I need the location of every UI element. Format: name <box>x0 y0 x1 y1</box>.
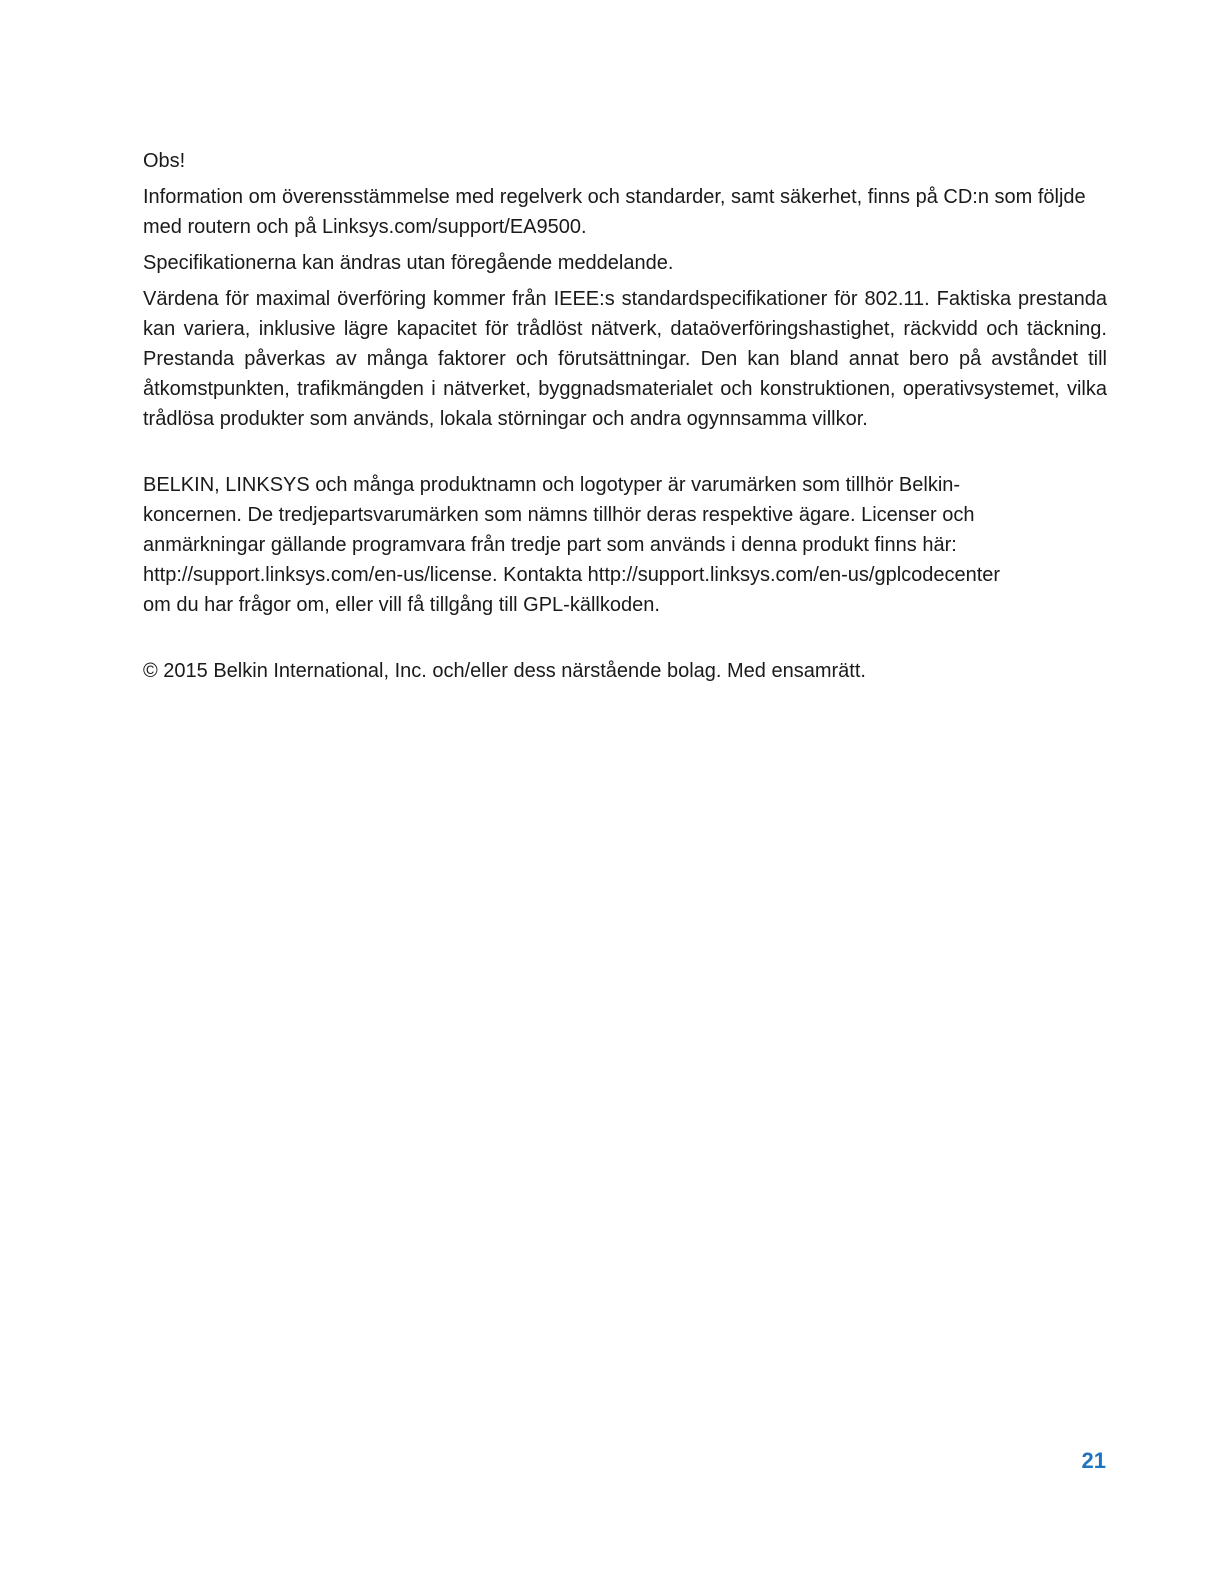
trademarks-line: om du har frågor om, eller vill få tillgång till GPL-källkoden. <box>143 594 660 616</box>
page-number: 21 <box>1081 1448 1106 1473</box>
trademarks-line: anmärkningar gällande programvara från tredje part som används i denna produkt finns här: <box>143 534 957 556</box>
specs-change-paragraph: Specifikationerna kan ändras utan föregående meddelande. <box>143 252 674 274</box>
trademarks-paragraph <box>143 470 1107 620</box>
trademarks-line: koncernen. De tredjepartsvarumärken som nämns tillhör deras respektive ägare. Licenser och <box>143 504 975 526</box>
compliance-paragraph: Information om överensstämmelse med regelverk och standarder, samt säkerhet, finns på CD:n som följde med routern och på Linksys.com/support/EA9500. <box>143 186 1086 238</box>
notice-heading: Obs! <box>143 150 186 172</box>
trademarks-line: http://support.linksys.com/en-us/license. Kontakta http://support.linksys.com/en-us/gplcodecenter <box>143 564 1001 586</box>
trademarks-line: BELKIN, LINKSYS och många produktnamn och logotyper är varumärken som tillhör Belkin- <box>143 474 961 496</box>
copyright-notice: © 2015 Belkin International, Inc. och/eller dess närstående bolag. Med ensamrätt. <box>143 660 866 682</box>
performance-paragraph: Värdena för maximal överföring kommer från IEEE:s standardspecifikationer för 802.11. Faktiska prestanda kan variera, inklusive lägre kapacitet för trådlöst nätverk, dataöverföringshastighet, räckvidd och täckning. Prestanda påverkas av många faktorer och förutsättningar. Den kan bland annat bero på avståndet till åtkomstpunkten, trafikmängden i nätverket, byggnadsmaterialet och konstruktionen, operativsystemet, vilka trådlösa produkter som används, lokala störningar och andra ogynnsamma villkor. <box>143 288 1107 430</box>
document-body <box>143 146 1107 686</box>
